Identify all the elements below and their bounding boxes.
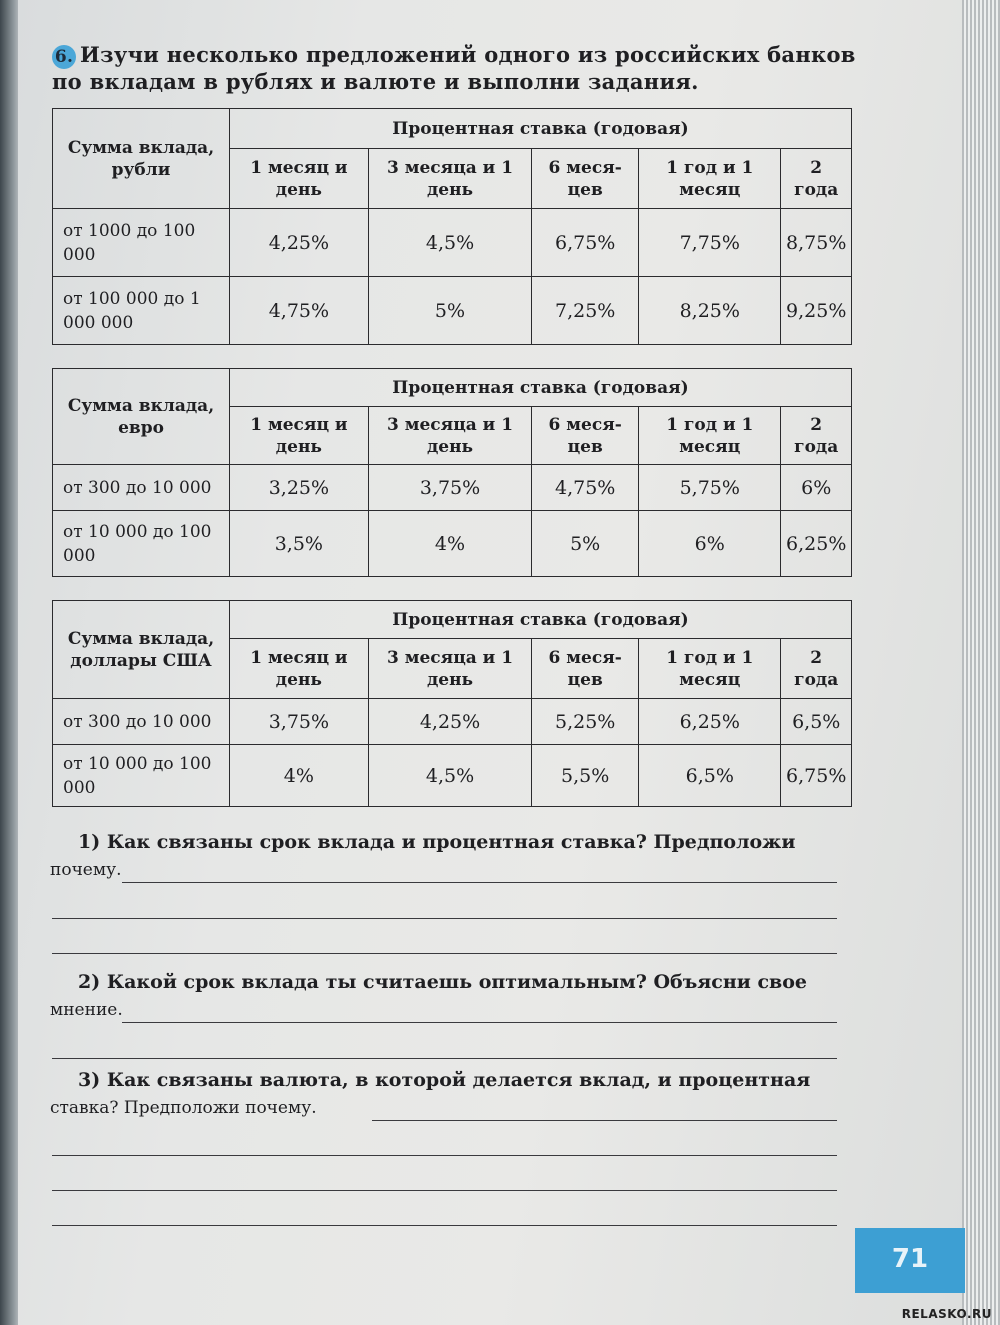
question-text: 2) Какой срок вклада ты считаешь оптимальным? Объясни свое [78,971,808,993]
column-header: 2 года [781,407,852,465]
rate-cell: 3,25% [230,465,369,511]
column-header: 1 год и 1 месяц [639,149,781,209]
table-group-header: Процентная ставка (годовая) [230,109,852,149]
rate-cell: 4,5% [368,209,532,277]
rate-cell: 6,5% [639,745,781,807]
column-header: 1 год и 1 месяц [639,407,781,465]
rate-cell: 7,25% [532,277,639,345]
column-header: 1 год и 1 месяц [639,639,781,699]
table-group-header: Процентная ставка (годовая) [230,369,852,407]
table-row [53,511,852,577]
rate-cell: 3,75% [230,699,369,745]
task-text: Изучи несколько предложений одного из российских банков по вкладам в рублях и валюте и выполни задания. [52,42,856,94]
rate-cell: 5,25% [532,699,639,745]
rate-cell: 6,75% [781,745,852,807]
question-text: 3) Как связаны валюта, в которой делается вклад, и процентная [78,1069,811,1091]
answer-line[interactable] [52,1058,837,1059]
task-number-badge: 6. [52,45,76,69]
column-header: 6 меся-цев [532,639,639,699]
rate-cell: 3,75% [368,465,532,511]
column-header: 3 месяца и 1 день [368,149,532,209]
task-header [52,42,872,95]
row-range-label: от 100 000 до 1 000 000 [53,277,230,345]
question-lead: ставка? Предположи почему. [50,1098,317,1118]
table-corner-label: Сумма вклада, доллары США [53,601,230,699]
question-3 [50,1066,850,1122]
rate-cell: 5% [532,511,639,577]
answer-line[interactable] [52,1225,837,1226]
rate-cell: 6,75% [532,209,639,277]
table-row [53,465,852,511]
table-row [53,209,852,277]
column-header: 1 месяц и день [230,149,369,209]
rate-cell: 9,25% [781,277,852,345]
watermark: RELASKO.RU [901,1307,992,1321]
rate-cell: 5,5% [532,745,639,807]
rates-table-rubles [52,108,852,345]
rate-cell: 3,5% [230,511,369,577]
question-text: 1) Как связаны срок вклада и процентная ставка? Предположи [78,831,796,853]
rate-cell: 6,5% [781,699,852,745]
question-lead: почему. [50,860,122,880]
rate-cell: 6% [781,465,852,511]
column-header: 6 меся-цев [532,149,639,209]
row-range-label: от 10 000 до 100 000 [53,745,230,807]
rate-cell: 6% [639,511,781,577]
table-row [53,277,852,345]
rate-cell: 4,75% [532,465,639,511]
row-range-label: от 300 до 10 000 [53,699,230,745]
table-group-header: Процентная ставка (годовая) [230,601,852,639]
question-lead: мнение. [50,1000,123,1020]
answer-line[interactable] [52,918,837,919]
column-header: 1 месяц и день [230,639,369,699]
rate-cell: 5,75% [639,465,781,511]
column-header: 6 меся-цев [532,407,639,465]
rate-cell: 4,25% [230,209,369,277]
rates-table-euro [52,368,852,577]
rate-cell: 8,75% [781,209,852,277]
table-corner-label: Сумма вклада, рубли [53,109,230,209]
question-2 [50,968,850,1024]
rate-cell: 4,25% [368,699,532,745]
table-corner-label: Сумма вклада, евро [53,369,230,465]
column-header: 2 года [781,149,852,209]
table-row [53,699,852,745]
row-range-label: от 10 000 до 100 000 [53,511,230,577]
rate-cell: 4,75% [230,277,369,345]
column-header: 3 месяца и 1 день [368,639,532,699]
rate-cell: 8,25% [639,277,781,345]
rate-cell: 5% [368,277,532,345]
answer-line[interactable] [52,1155,837,1156]
column-header: 2 года [781,639,852,699]
answer-line[interactable] [52,1190,837,1191]
rate-cell: 4% [368,511,532,577]
page-edges [962,0,1000,1325]
answer-line[interactable] [372,1120,837,1121]
rate-cell: 4% [230,745,369,807]
rate-cell: 6,25% [781,511,852,577]
page-number: 71 [855,1228,965,1293]
answer-line[interactable] [122,1022,837,1023]
answer-line[interactable] [52,953,837,954]
column-header: 1 месяц и день [230,407,369,465]
rates-table-usd [52,600,852,807]
column-header: 3 месяца и 1 день [368,407,532,465]
rate-cell: 6,25% [639,699,781,745]
answer-line[interactable] [122,882,837,883]
question-1 [50,828,850,884]
rate-cell: 7,75% [639,209,781,277]
row-range-label: от 300 до 10 000 [53,465,230,511]
row-range-label: от 1000 до 100 000 [53,209,230,277]
rate-cell: 4,5% [368,745,532,807]
table-row [53,745,852,807]
